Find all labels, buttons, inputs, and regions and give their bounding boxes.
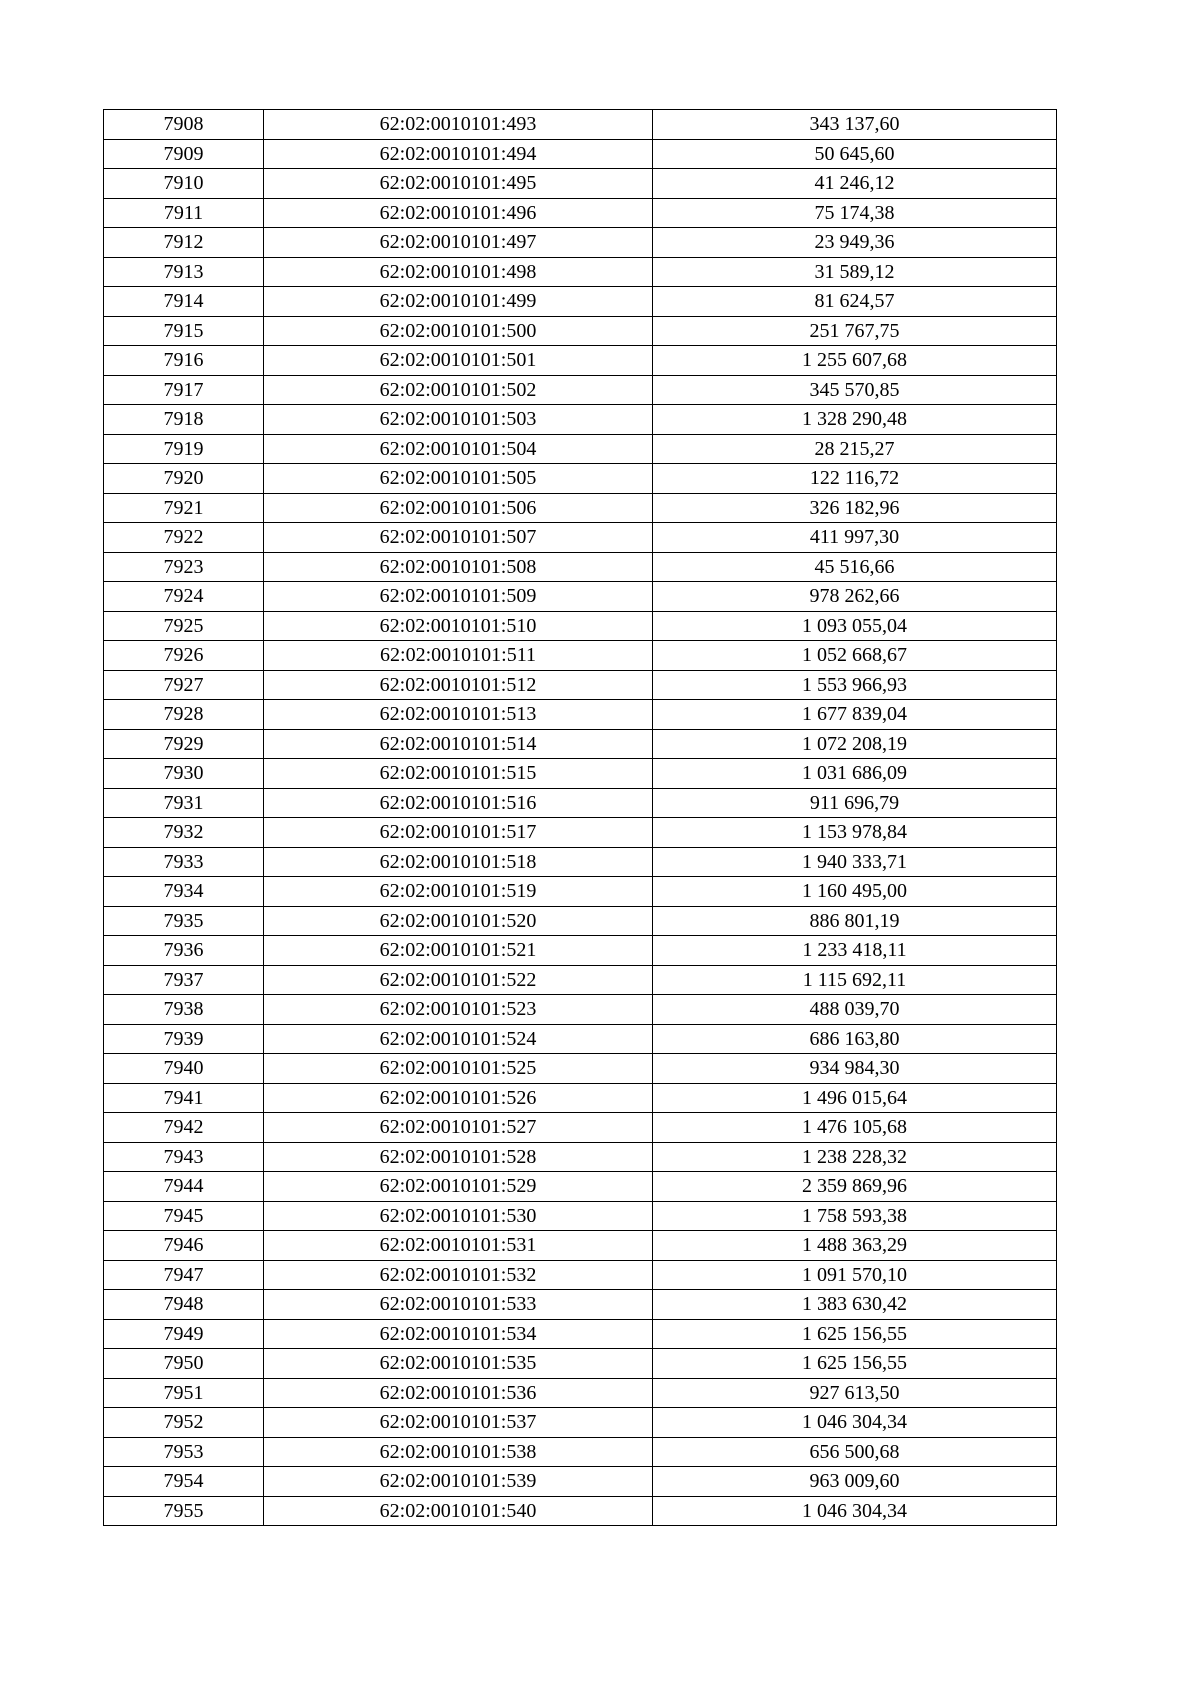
cadastral-value-cell: 1 153 978,84 xyxy=(653,818,1057,848)
cadastral-number-cell: 62:02:0010101:527 xyxy=(264,1113,653,1143)
table-row xyxy=(104,346,1057,376)
row-number-cell: 7932 xyxy=(104,818,264,848)
cadastral-value-cell: 345 570,85 xyxy=(653,375,1057,405)
cadastral-number-cell: 62:02:0010101:535 xyxy=(264,1349,653,1379)
cadastral-value-cell: 1 758 593,38 xyxy=(653,1201,1057,1231)
table-row xyxy=(104,228,1057,258)
cadastral-value-cell: 1 052 668,67 xyxy=(653,641,1057,671)
table-row xyxy=(104,1437,1057,1467)
cadastral-value-cell: 28 215,27 xyxy=(653,434,1057,464)
cadastral-number-cell: 62:02:0010101:516 xyxy=(264,788,653,818)
table-row xyxy=(104,1290,1057,1320)
table-row xyxy=(104,1408,1057,1438)
cadastral-number-cell: 62:02:0010101:515 xyxy=(264,759,653,789)
cadastral-number-cell: 62:02:0010101:501 xyxy=(264,346,653,376)
cadastral-number-cell: 62:02:0010101:521 xyxy=(264,936,653,966)
row-number-cell: 7953 xyxy=(104,1437,264,1467)
cadastral-number-cell: 62:02:0010101:518 xyxy=(264,847,653,877)
table-row xyxy=(104,906,1057,936)
cadastral-value-cell: 1 160 495,00 xyxy=(653,877,1057,907)
row-number-cell: 7933 xyxy=(104,847,264,877)
cadastral-number-cell: 62:02:0010101:498 xyxy=(264,257,653,287)
cadastral-number-cell: 62:02:0010101:499 xyxy=(264,287,653,317)
row-number-cell: 7914 xyxy=(104,287,264,317)
row-number-cell: 7940 xyxy=(104,1054,264,1084)
table-row xyxy=(104,139,1057,169)
cadastral-number-cell: 62:02:0010101:537 xyxy=(264,1408,653,1438)
row-number-cell: 7929 xyxy=(104,729,264,759)
cadastral-value-cell: 23 949,36 xyxy=(653,228,1057,258)
cadastral-number-cell: 62:02:0010101:520 xyxy=(264,906,653,936)
row-number-cell: 7908 xyxy=(104,110,264,140)
cadastral-value-cell: 122 116,72 xyxy=(653,464,1057,494)
cadastral-number-cell: 62:02:0010101:496 xyxy=(264,198,653,228)
cadastral-value-cell: 686 163,80 xyxy=(653,1024,1057,1054)
row-number-cell: 7937 xyxy=(104,965,264,995)
row-number-cell: 7948 xyxy=(104,1290,264,1320)
cadastral-number-cell: 62:02:0010101:503 xyxy=(264,405,653,435)
table-row xyxy=(104,1142,1057,1172)
table-row xyxy=(104,1467,1057,1497)
row-number-cell: 7951 xyxy=(104,1378,264,1408)
table-row xyxy=(104,405,1057,435)
cadastral-value-cell: 978 262,66 xyxy=(653,582,1057,612)
row-number-cell: 7909 xyxy=(104,139,264,169)
row-number-cell: 7925 xyxy=(104,611,264,641)
cadastral-number-cell: 62:02:0010101:524 xyxy=(264,1024,653,1054)
row-number-cell: 7952 xyxy=(104,1408,264,1438)
cadastral-number-cell: 62:02:0010101:529 xyxy=(264,1172,653,1202)
cadastral-value-cell: 343 137,60 xyxy=(653,110,1057,140)
table-row xyxy=(104,1349,1057,1379)
cadastral-value-cell: 1 488 363,29 xyxy=(653,1231,1057,1261)
cadastral-value-cell: 1 115 692,11 xyxy=(653,965,1057,995)
row-number-cell: 7955 xyxy=(104,1496,264,1526)
table-row xyxy=(104,582,1057,612)
table-row xyxy=(104,1260,1057,1290)
cadastral-number-cell: 62:02:0010101:510 xyxy=(264,611,653,641)
cadastral-value-cell: 1 625 156,55 xyxy=(653,1349,1057,1379)
cadastral-value-cell: 1 496 015,64 xyxy=(653,1083,1057,1113)
cadastral-value-cell: 41 246,12 xyxy=(653,169,1057,199)
cadastral-number-cell: 62:02:0010101:505 xyxy=(264,464,653,494)
cadastral-value-cell: 1 091 570,10 xyxy=(653,1260,1057,1290)
row-number-cell: 7943 xyxy=(104,1142,264,1172)
row-number-cell: 7913 xyxy=(104,257,264,287)
table-row xyxy=(104,1231,1057,1261)
cadastral-number-cell: 62:02:0010101:504 xyxy=(264,434,653,464)
table-row xyxy=(104,759,1057,789)
table-row xyxy=(104,788,1057,818)
row-number-cell: 7947 xyxy=(104,1260,264,1290)
cadastral-value-cell: 963 009,60 xyxy=(653,1467,1057,1497)
cadastral-value-cell: 1 238 228,32 xyxy=(653,1142,1057,1172)
cadastral-value-cell: 1 625 156,55 xyxy=(653,1319,1057,1349)
row-number-cell: 7942 xyxy=(104,1113,264,1143)
table-row xyxy=(104,1496,1057,1526)
cadastral-value-cell: 1 940 333,71 xyxy=(653,847,1057,877)
cadastral-value-cell: 488 039,70 xyxy=(653,995,1057,1025)
table-row xyxy=(104,287,1057,317)
table-row xyxy=(104,641,1057,671)
cadastral-value-cell: 45 516,66 xyxy=(653,552,1057,582)
row-number-cell: 7921 xyxy=(104,493,264,523)
row-number-cell: 7923 xyxy=(104,552,264,582)
row-number-cell: 7946 xyxy=(104,1231,264,1261)
cadastral-value-cell: 1 046 304,34 xyxy=(653,1408,1057,1438)
cadastral-number-cell: 62:02:0010101:511 xyxy=(264,641,653,671)
table-row xyxy=(104,1083,1057,1113)
row-number-cell: 7912 xyxy=(104,228,264,258)
cadastral-value-cell: 75 174,38 xyxy=(653,198,1057,228)
row-number-cell: 7939 xyxy=(104,1024,264,1054)
cadastral-number-cell: 62:02:0010101:523 xyxy=(264,995,653,1025)
row-number-cell: 7922 xyxy=(104,523,264,553)
cadastral-value-table xyxy=(103,109,1057,1526)
row-number-cell: 7931 xyxy=(104,788,264,818)
cadastral-value-cell: 1 031 686,09 xyxy=(653,759,1057,789)
table-row xyxy=(104,316,1057,346)
table-row xyxy=(104,1172,1057,1202)
table-row xyxy=(104,965,1057,995)
table-row xyxy=(104,257,1057,287)
cadastral-value-cell: 1 093 055,04 xyxy=(653,611,1057,641)
cadastral-value-cell: 251 767,75 xyxy=(653,316,1057,346)
row-number-cell: 7954 xyxy=(104,1467,264,1497)
table-row xyxy=(104,198,1057,228)
row-number-cell: 7920 xyxy=(104,464,264,494)
cadastral-value-cell: 1 553 966,93 xyxy=(653,670,1057,700)
row-number-cell: 7926 xyxy=(104,641,264,671)
cadastral-number-cell: 62:02:0010101:536 xyxy=(264,1378,653,1408)
cadastral-number-cell: 62:02:0010101:517 xyxy=(264,818,653,848)
cadastral-number-cell: 62:02:0010101:531 xyxy=(264,1231,653,1261)
cadastral-value-cell: 50 645,60 xyxy=(653,139,1057,169)
cadastral-value-cell: 886 801,19 xyxy=(653,906,1057,936)
table-row xyxy=(104,936,1057,966)
cadastral-value-cell: 656 500,68 xyxy=(653,1437,1057,1467)
cadastral-value-cell: 934 984,30 xyxy=(653,1054,1057,1084)
table-row xyxy=(104,1319,1057,1349)
table-row xyxy=(104,434,1057,464)
cadastral-number-cell: 62:02:0010101:509 xyxy=(264,582,653,612)
row-number-cell: 7941 xyxy=(104,1083,264,1113)
cadastral-value-cell: 1 233 418,11 xyxy=(653,936,1057,966)
table-row xyxy=(104,523,1057,553)
cadastral-number-cell: 62:02:0010101:512 xyxy=(264,670,653,700)
table-body xyxy=(104,110,1057,1526)
row-number-cell: 7924 xyxy=(104,582,264,612)
cadastral-number-cell: 62:02:0010101:506 xyxy=(264,493,653,523)
table-row xyxy=(104,729,1057,759)
cadastral-value-cell: 1 328 290,48 xyxy=(653,405,1057,435)
table-row xyxy=(104,552,1057,582)
cadastral-value-cell: 1 255 607,68 xyxy=(653,346,1057,376)
cadastral-number-cell: 62:02:0010101:534 xyxy=(264,1319,653,1349)
cadastral-number-cell: 62:02:0010101:530 xyxy=(264,1201,653,1231)
table-row xyxy=(104,169,1057,199)
row-number-cell: 7918 xyxy=(104,405,264,435)
table-row xyxy=(104,847,1057,877)
cadastral-number-cell: 62:02:0010101:528 xyxy=(264,1142,653,1172)
table-row xyxy=(104,375,1057,405)
table-row xyxy=(104,818,1057,848)
cadastral-number-cell: 62:02:0010101:513 xyxy=(264,700,653,730)
cadastral-number-cell: 62:02:0010101:507 xyxy=(264,523,653,553)
cadastral-number-cell: 62:02:0010101:495 xyxy=(264,169,653,199)
row-number-cell: 7938 xyxy=(104,995,264,1025)
cadastral-number-cell: 62:02:0010101:493 xyxy=(264,110,653,140)
table-row xyxy=(104,995,1057,1025)
cadastral-number-cell: 62:02:0010101:540 xyxy=(264,1496,653,1526)
table-row xyxy=(104,1201,1057,1231)
cadastral-value-cell: 326 182,96 xyxy=(653,493,1057,523)
row-number-cell: 7928 xyxy=(104,700,264,730)
row-number-cell: 7927 xyxy=(104,670,264,700)
cadastral-number-cell: 62:02:0010101:532 xyxy=(264,1260,653,1290)
row-number-cell: 7936 xyxy=(104,936,264,966)
cadastral-value-cell: 927 613,50 xyxy=(653,1378,1057,1408)
cadastral-number-cell: 62:02:0010101:533 xyxy=(264,1290,653,1320)
cadastral-number-cell: 62:02:0010101:522 xyxy=(264,965,653,995)
row-number-cell: 7915 xyxy=(104,316,264,346)
table-row xyxy=(104,493,1057,523)
row-number-cell: 7934 xyxy=(104,877,264,907)
cadastral-number-cell: 62:02:0010101:494 xyxy=(264,139,653,169)
table-row xyxy=(104,611,1057,641)
cadastral-number-cell: 62:02:0010101:497 xyxy=(264,228,653,258)
row-number-cell: 7911 xyxy=(104,198,264,228)
cadastral-value-cell: 31 589,12 xyxy=(653,257,1057,287)
table-row xyxy=(104,464,1057,494)
table-row xyxy=(104,1054,1057,1084)
cadastral-value-cell: 1 383 630,42 xyxy=(653,1290,1057,1320)
row-number-cell: 7916 xyxy=(104,346,264,376)
table-row xyxy=(104,1113,1057,1143)
table-row xyxy=(104,1024,1057,1054)
row-number-cell: 7944 xyxy=(104,1172,264,1202)
row-number-cell: 7949 xyxy=(104,1319,264,1349)
cadastral-value-cell: 1 072 208,19 xyxy=(653,729,1057,759)
row-number-cell: 7935 xyxy=(104,906,264,936)
row-number-cell: 7945 xyxy=(104,1201,264,1231)
cadastral-number-cell: 62:02:0010101:514 xyxy=(264,729,653,759)
cadastral-value-cell: 411 997,30 xyxy=(653,523,1057,553)
row-number-cell: 7919 xyxy=(104,434,264,464)
cadastral-value-cell: 81 624,57 xyxy=(653,287,1057,317)
table-row xyxy=(104,110,1057,140)
cadastral-value-cell: 1 046 304,34 xyxy=(653,1496,1057,1526)
table-row xyxy=(104,670,1057,700)
cadastral-value-cell: 2 359 869,96 xyxy=(653,1172,1057,1202)
table-row xyxy=(104,877,1057,907)
cadastral-number-cell: 62:02:0010101:502 xyxy=(264,375,653,405)
row-number-cell: 7910 xyxy=(104,169,264,199)
cadastral-value-cell: 1 476 105,68 xyxy=(653,1113,1057,1143)
cadastral-number-cell: 62:02:0010101:519 xyxy=(264,877,653,907)
cadastral-number-cell: 62:02:0010101:525 xyxy=(264,1054,653,1084)
row-number-cell: 7917 xyxy=(104,375,264,405)
row-number-cell: 7950 xyxy=(104,1349,264,1379)
cadastral-number-cell: 62:02:0010101:539 xyxy=(264,1467,653,1497)
cadastral-number-cell: 62:02:0010101:526 xyxy=(264,1083,653,1113)
cadastral-value-cell: 911 696,79 xyxy=(653,788,1057,818)
table-row xyxy=(104,1378,1057,1408)
cadastral-number-cell: 62:02:0010101:500 xyxy=(264,316,653,346)
table-row xyxy=(104,700,1057,730)
cadastral-number-cell: 62:02:0010101:538 xyxy=(264,1437,653,1467)
row-number-cell: 7930 xyxy=(104,759,264,789)
cadastral-number-cell: 62:02:0010101:508 xyxy=(264,552,653,582)
cadastral-value-cell: 1 677 839,04 xyxy=(653,700,1057,730)
